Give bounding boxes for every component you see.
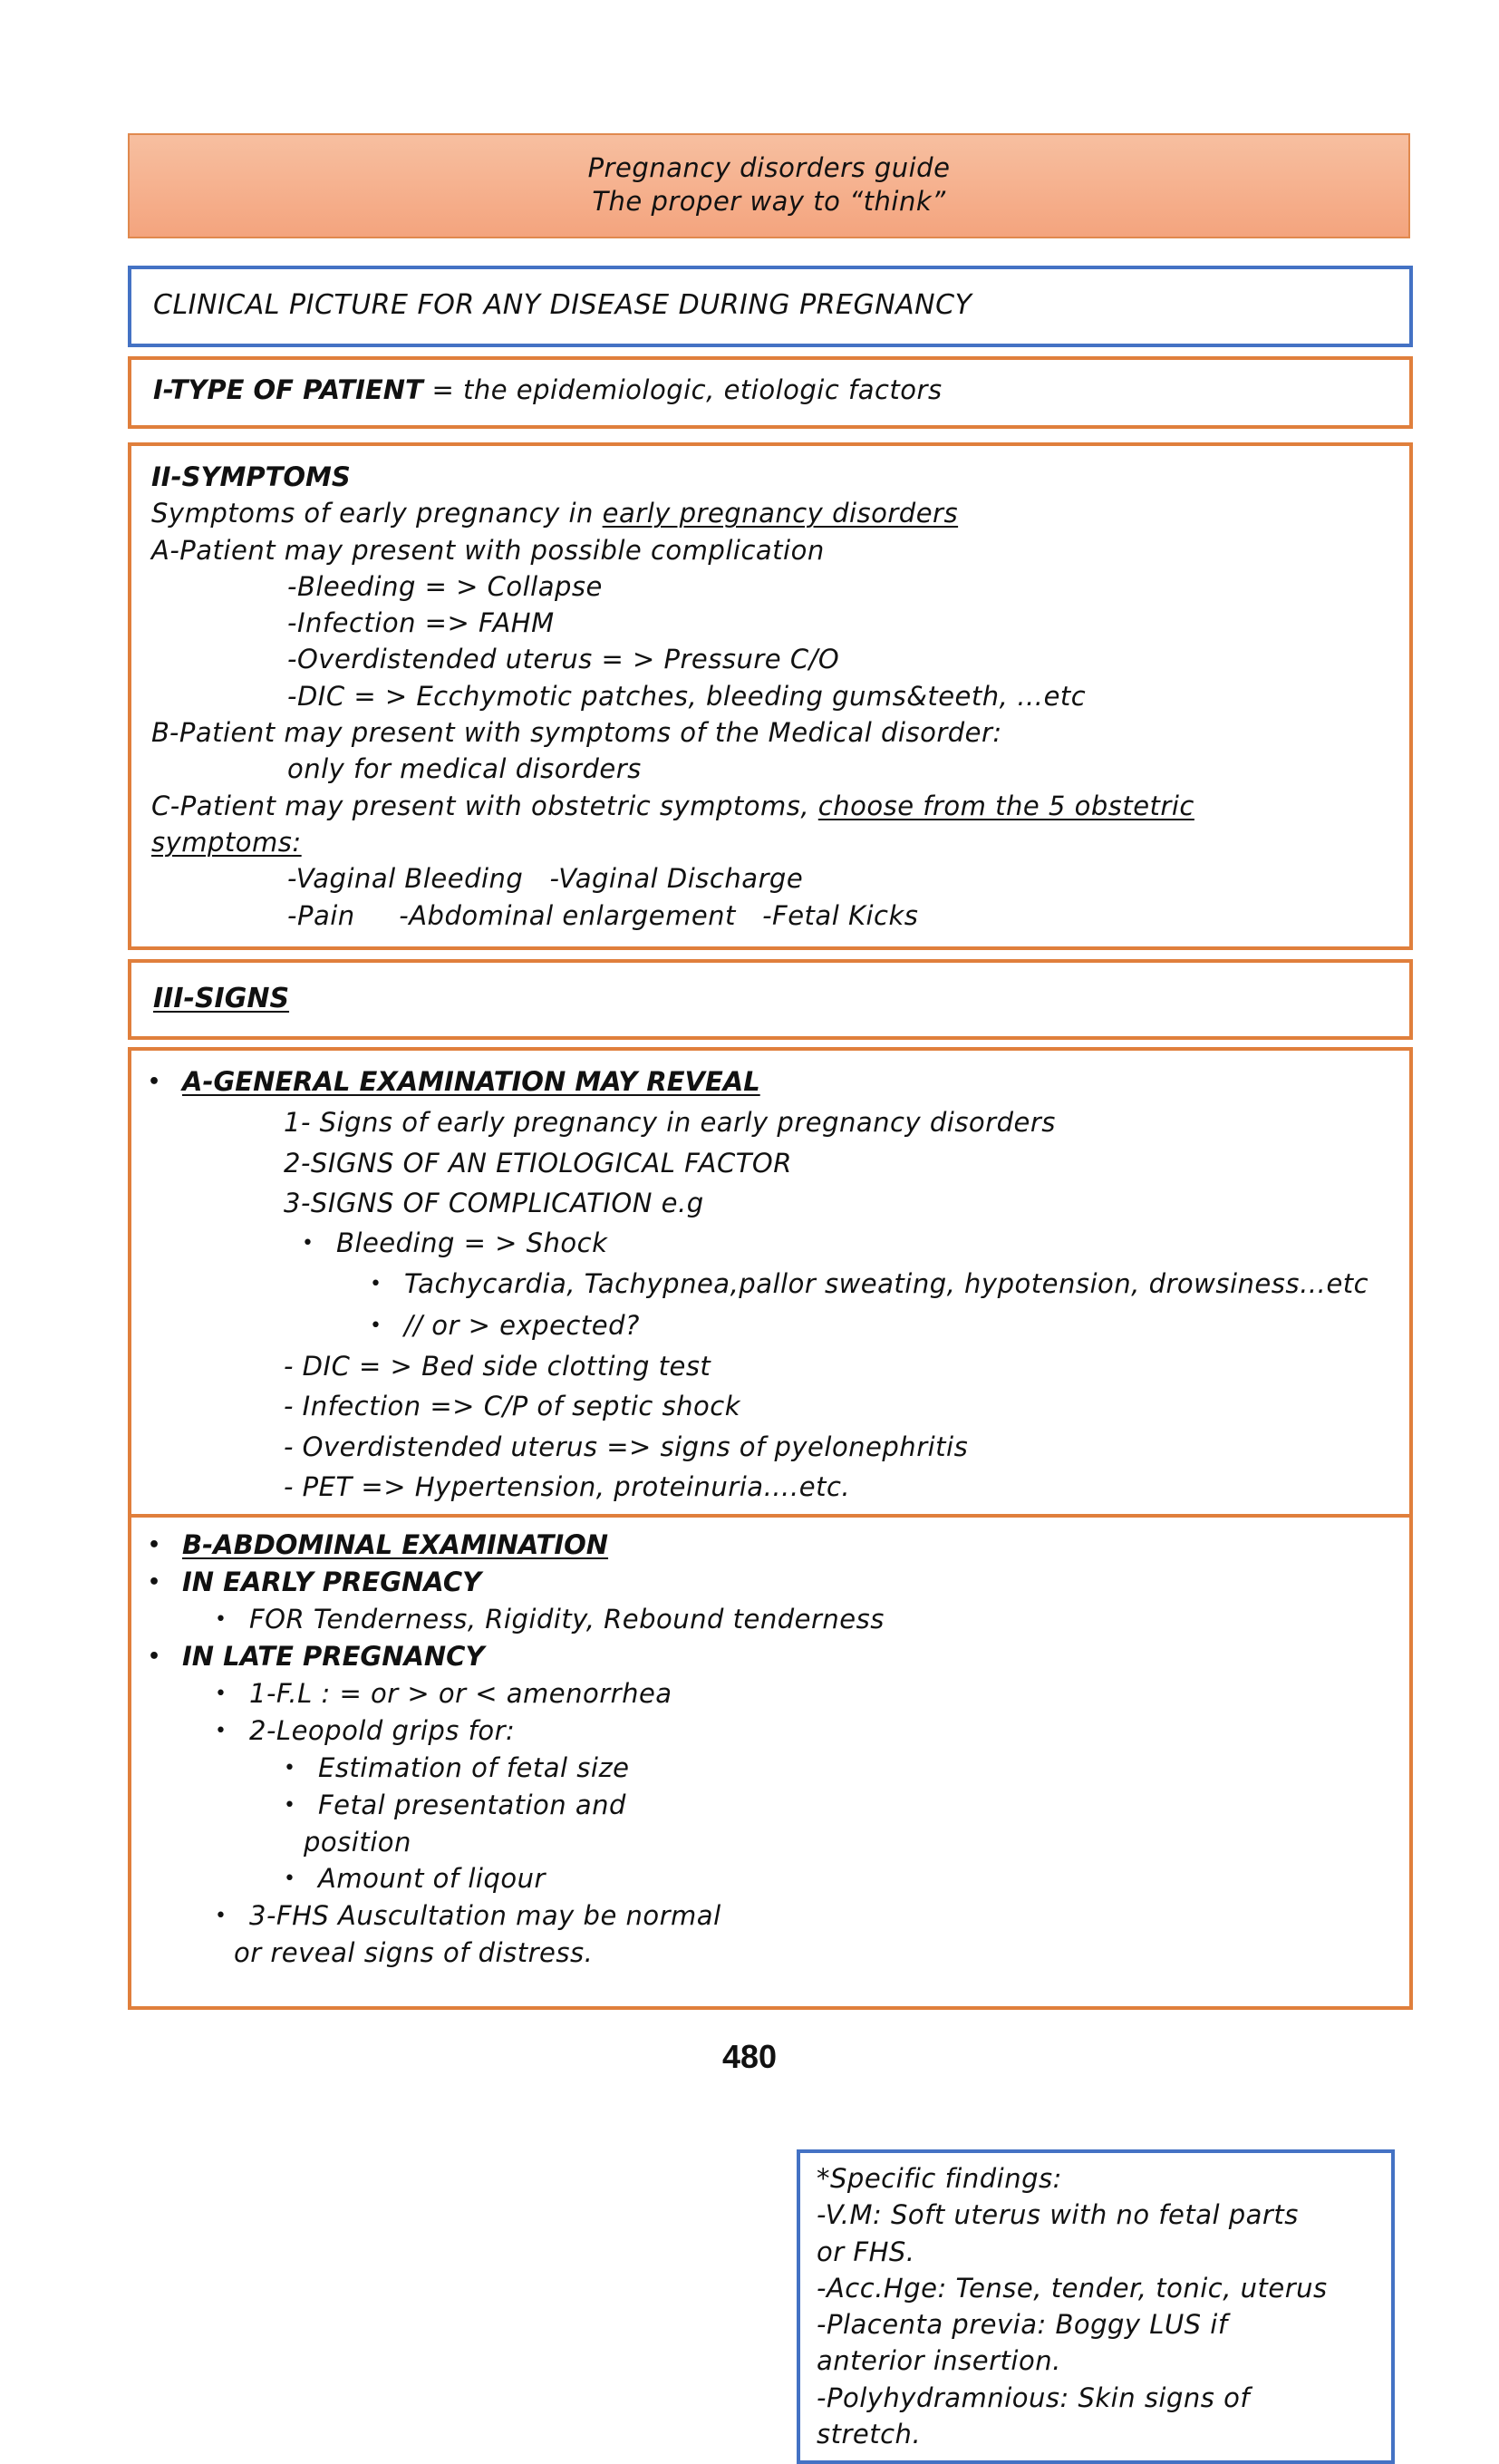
general-exam-item: 1- Signs of early pregnancy in early pregnancy disorders (284, 1107, 1056, 1139)
symptoms-c-item: -Vaginal Bleeding -Vaginal Discharge (287, 863, 804, 895)
specific-findings-line: -Acc.Hge: Tense, tender, tonic, uterus (817, 2272, 1328, 2304)
specific-findings-line: anterior insertion. (817, 2345, 1061, 2377)
general-exam-heading-text: A-GENERAL EXAMINATION MAY REVEAL (182, 1066, 760, 1097)
specific-findings-line: *Specific findings: (817, 2163, 1062, 2194)
type-of-patient-box (128, 356, 1413, 429)
symptoms-a-item: -Bleeding = > Collapse (287, 570, 603, 602)
symptoms-a-heading: A-Patient may present with possible complication (151, 534, 825, 566)
guide-title: Pregnancy disorders guide (587, 152, 951, 183)
symptoms-a-item: -Overdistended uterus = > Pressure C/O (287, 644, 840, 675)
general-exam-bleeding: • Bleeding = > Shock (148, 1223, 1409, 1264)
signs-heading: III-SIGNS (153, 983, 290, 1014)
symptoms-c-underlined-cont: symptoms: (151, 826, 302, 858)
clinical-picture-box (128, 266, 1413, 347)
symptoms-intro-underlined: early pregnancy disorders (602, 498, 959, 529)
late-pregnancy-fhs-cont: or reveal signs of distress. (234, 1937, 594, 1968)
general-exam-other: - Overdistended uterus => signs of pyelonephritis (284, 1431, 969, 1462)
general-exam-bleeding-sub: • // or > expected? (148, 1305, 1409, 1346)
early-pregnancy-item: • FOR Tenderness, Rigidity, Rebound tenderness (148, 1601, 1409, 1638)
late-pregnancy-leopold: • 2-Leopold grips for: (148, 1712, 1409, 1750)
guide-header (128, 133, 1410, 238)
symptoms-intro (151, 495, 1409, 531)
late-pregnancy-fhs: • 3-FHS Auscultation may be normal (148, 1897, 1409, 1935)
specific-findings-line: -Placenta previa: Boggy LUS if (817, 2309, 1228, 2341)
type-of-patient-heading: I-TYPE OF PATIENT (153, 374, 423, 405)
general-exam-other: - PET => Hypertension, proteinuria….etc. (284, 1470, 851, 1502)
specific-findings-line: -V.M: Soft uterus with no fetal parts (817, 2199, 1299, 2231)
specific-findings-line: -Polyhydramnious: Skin signs of (817, 2382, 1251, 2413)
symptoms-b-item: only for medical disorders (287, 753, 642, 785)
general-exam-bleeding-sub: • Tachycardia, Tachypnea,pallor sweating, hypotension, drowsiness…etc (148, 1264, 1409, 1305)
leopold-item: • Amount of liqour (148, 1860, 1409, 1897)
page-number: 480 (721, 2038, 778, 2075)
symptoms-c-heading (151, 788, 1409, 824)
abdominal-exam-heading-text: B-ABDOMINAL EXAMINATION (182, 1529, 609, 1560)
leopold-item: • Fetal presentation and (148, 1787, 1409, 1824)
late-pregnancy-fl: • 1-F.L : = or > or < amenorrhea (148, 1675, 1409, 1712)
specific-findings-line: stretch. (817, 2419, 922, 2450)
symptoms-c-heading-cont (151, 824, 1409, 860)
specific-findings-box (797, 2149, 1395, 2464)
symptoms-c-item: -Pain -Abdominal enlargement -Fetal Kicks (287, 899, 919, 931)
symptoms-b-heading: B-Patient may present with symptoms of the Medical disorder: (151, 717, 1002, 749)
general-exam-other: - Infection => C/P of septic shock (284, 1391, 741, 1422)
general-examination-section (131, 1051, 1409, 1518)
abdominal-exam-heading (148, 1527, 1409, 1564)
symptoms-box (128, 442, 1413, 950)
late-pregnancy-heading: • IN LATE PREGNANCY (148, 1638, 1409, 1675)
guide-subtitle: The proper way to “think” (592, 186, 946, 217)
specific-findings-line: or FHS. (817, 2236, 915, 2267)
symptoms-intro-prefix: Symptoms of early pregnancy in (151, 498, 603, 529)
symptoms-c-underlined: choose from the 5 obstetric (817, 790, 1194, 821)
signs-box (128, 959, 1413, 1040)
symptoms-heading: II-SYMPTOMS (151, 461, 351, 492)
leopold-item: • Estimation of fetal size (148, 1750, 1409, 1787)
general-exam-heading (148, 1062, 1409, 1102)
symptoms-a-item: -Infection => FAHM (287, 607, 555, 639)
general-exam-item: 2-SIGNS OF AN ETIOLOGICAL FACTOR (284, 1147, 792, 1179)
leopold-item-cont: position (304, 1827, 411, 1858)
type-of-patient-text: = the epidemiologic, etiologic factors (422, 374, 943, 405)
clinical-picture-title: CLINICAL PICTURE FOR ANY DISEASE DURING PREGNANCY (153, 289, 972, 321)
general-exam-other: - DIC = > Bed side clotting test (284, 1351, 711, 1382)
symptoms-a-item: -DIC = > Ecchymotic patches, bleeding gums&teeth, …etc (287, 680, 1087, 712)
symptoms-c-prefix: C-Patient may present with obstetric symptoms, (151, 790, 818, 821)
general-exam-item: 3-SIGNS OF COMPLICATION e.g (284, 1187, 704, 1218)
early-pregnancy-heading: • IN EARLY PREGNACY (148, 1564, 1409, 1601)
